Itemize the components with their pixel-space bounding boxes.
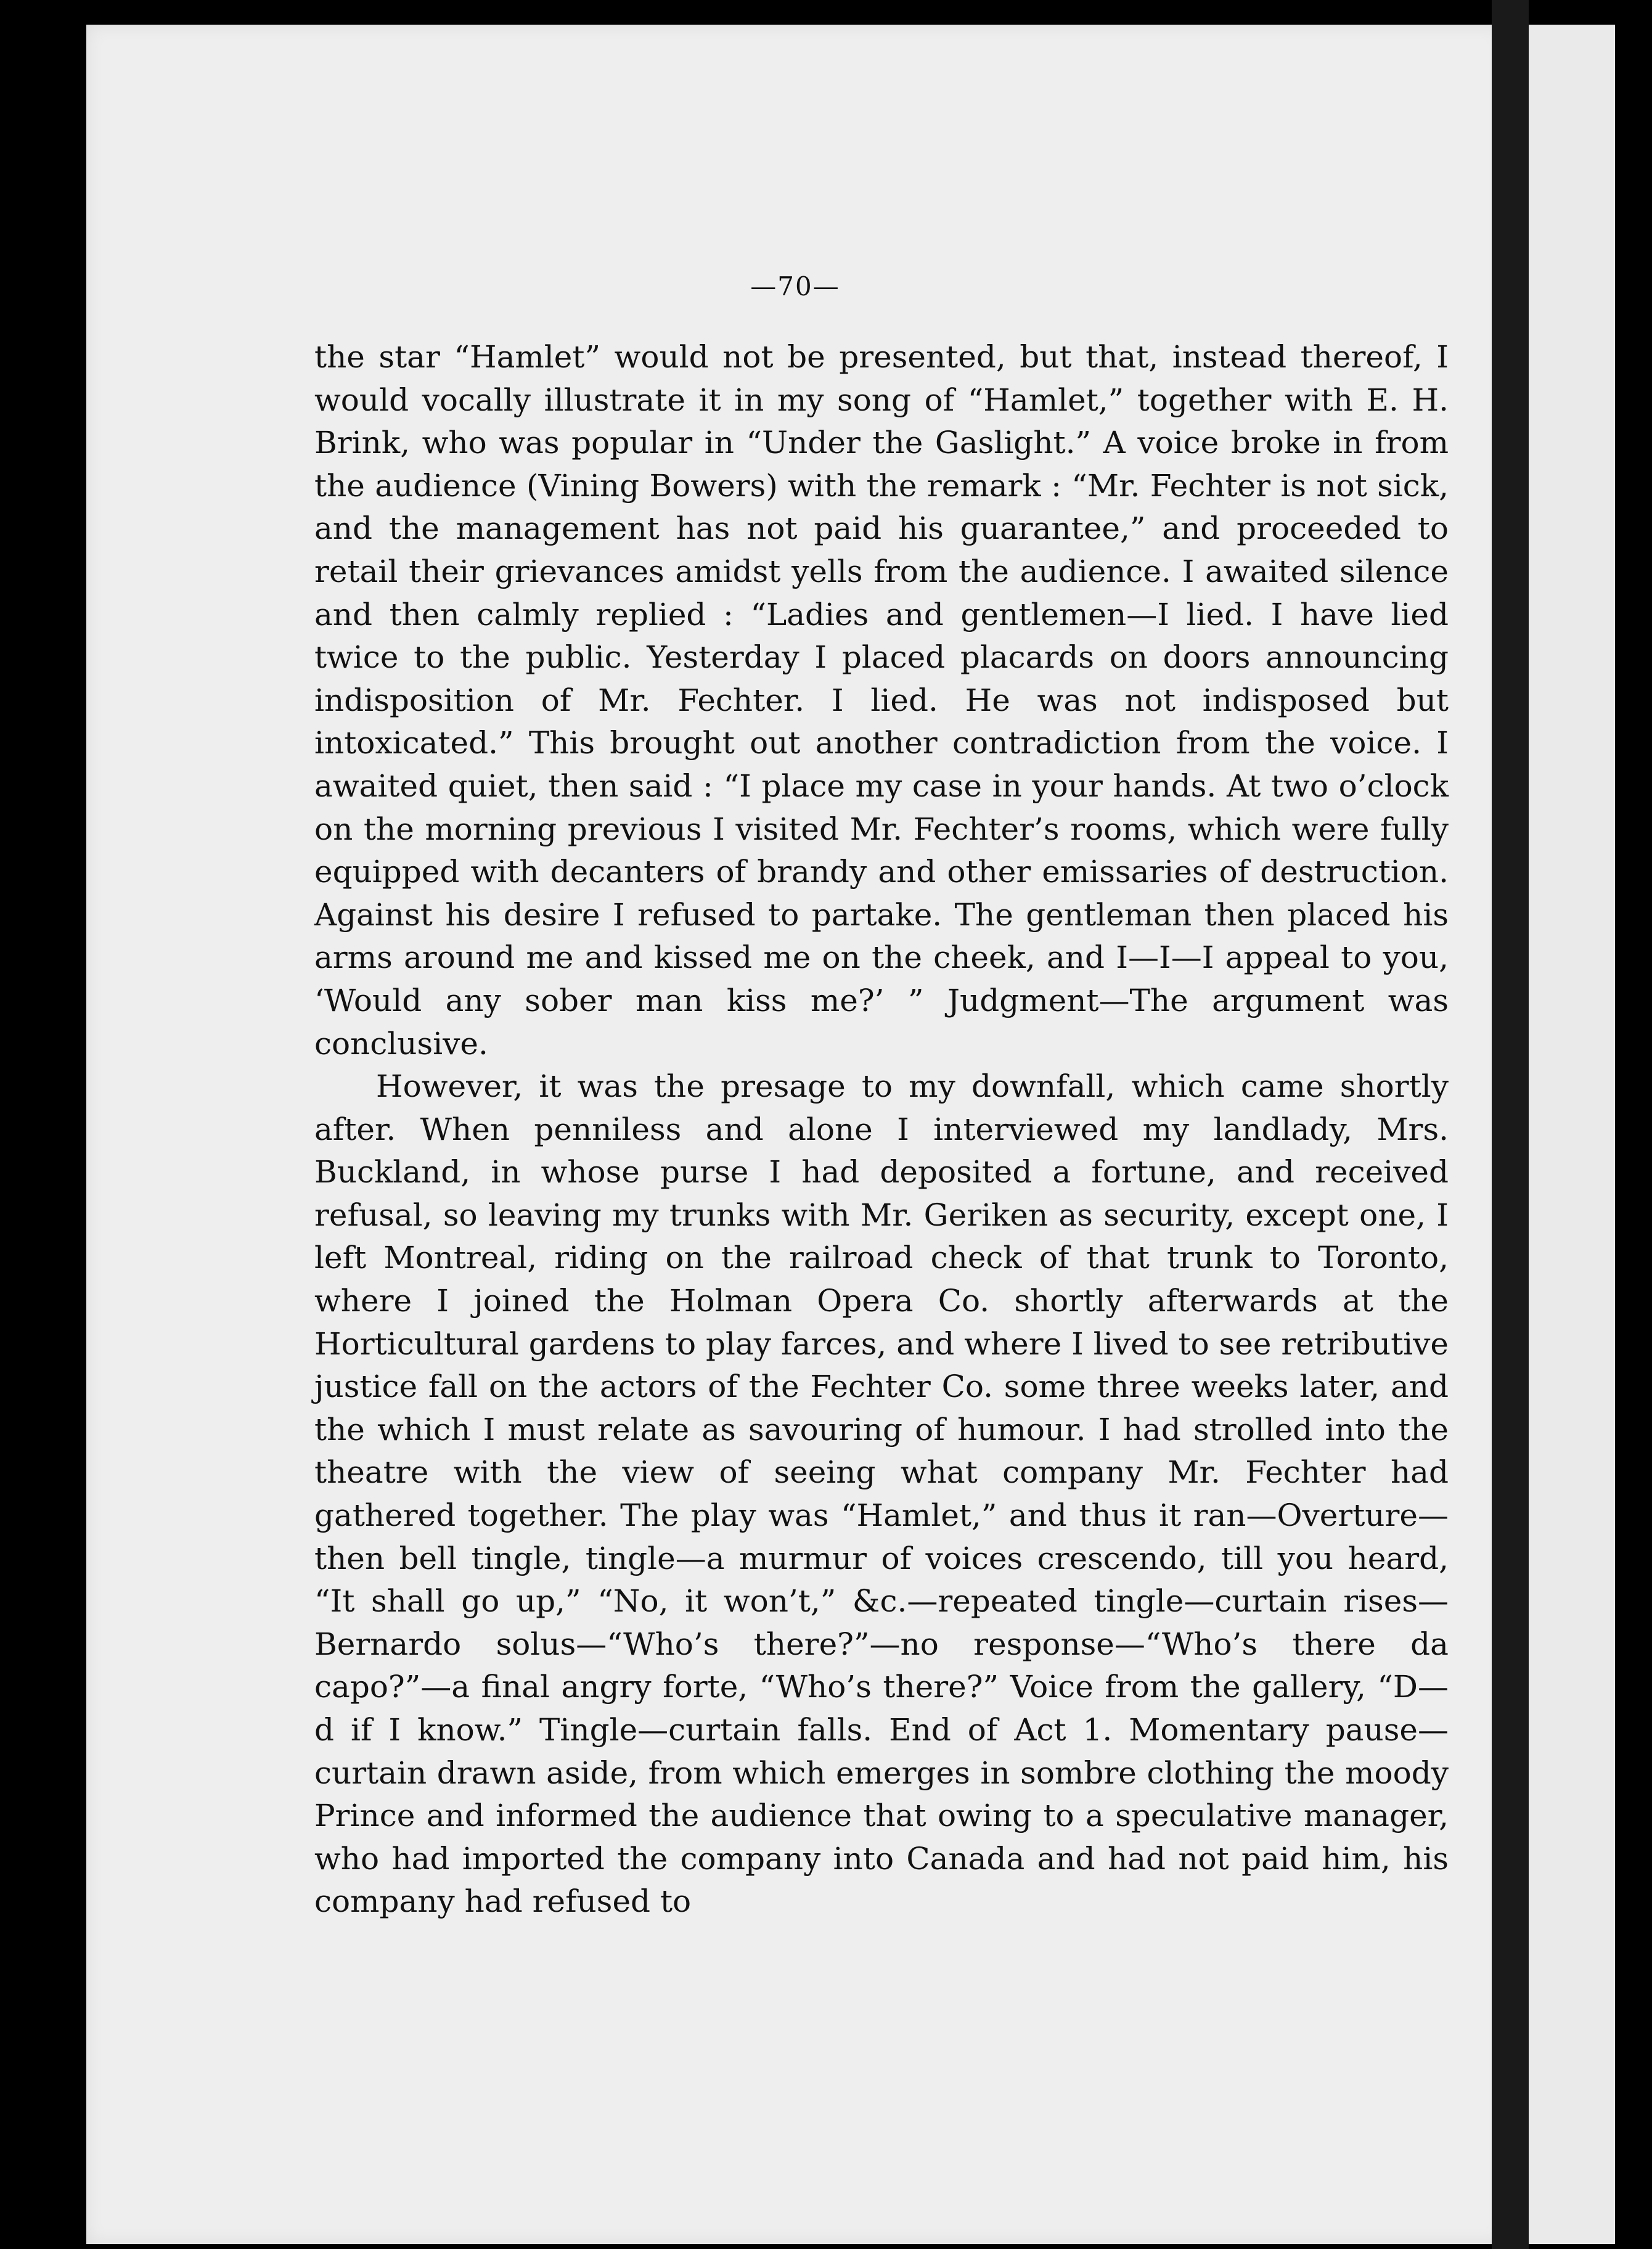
page-number: —70— <box>750 271 840 301</box>
book-page <box>86 25 1504 2244</box>
body-text <box>314 336 1449 1923</box>
scan-border <box>1615 0 1652 2249</box>
paragraph-2: However, it was the presage to my downfall, which came shortly after. When penniless and alone I interviewed my landlady, Mrs. Buckland, in whose purse I had deposited a fortune, and received refusal, so leaving my trunks with Mr. Geriken as security, except one, I left Montreal, riding on the railroad check of that trunk to Toronto, where I joined the Holman Opera Co. shortly afterwards at the Horticultural gardens to play farces, and where I lived to see retributive justice fall on the actors of the Fechter Co. some three weeks later, and the which I must relate as savouring of humour. I had strolled into the theatre with the view of seeing what company Mr. Fechter had gathered together. The play was “Hamlet,” and thus it ran—Overture—then bell tingle, tingle—a murmur of voices crescendo, till you heard, “It shall go up,” “No, it won’t,” &c.—repeated tingle—curtain rises—Bernardo solus—“Who’s there?”—no response—“Who’s there da capo?”—a final angry forte, “Who’s there?” Voice from the gallery, “D—d if I know.” Tingle—curtain falls. End of Act 1. Momentary pause—curtain drawn aside, from which emerges in sombre clothing the moody Prince and informed the audience that owing to a speculative manager, who had imported the company into Canada and had not paid him, his company had refused to <box>314 1068 1449 1920</box>
paragraph-1: the star “Hamlet” would not be presented, but that, instead thereof, I would vocally illustrate it in my song of “Hamlet,” together with E. H. Brink, who was popular in “Under the Gaslight.” A voice broke in from the audience (Vining Bowers) with the remark : “Mr. Fechter is not sick, and the management has not paid his guarantee,” and proceeded to retail their grievances amidst yells from the audience. I awaited silence and then calmly replied : “Ladies and gentlemen—I lied. I have lied twice to the public. Yesterday I placed placards on doors announcing indisposition of Mr. Fechter. I lied. He was not indisposed but intoxicated.” This brought out another contradiction from the voice. I awaited quiet, then said : “I place my case in your hands. At two o’clock on the morning previous I visited Mr. Fechter’s rooms, which were fully equipped with decanters of brandy and other emissaries of destruction. Against his desire I refused to partake. The gentleman then placed his arms around me and kissed me on the cheek, and I—I—I appeal to you, ‘Would any sober man kiss me?’ ” Judgment—The argument was conclusive. <box>314 339 1449 1062</box>
book-spine <box>1492 0 1529 2249</box>
